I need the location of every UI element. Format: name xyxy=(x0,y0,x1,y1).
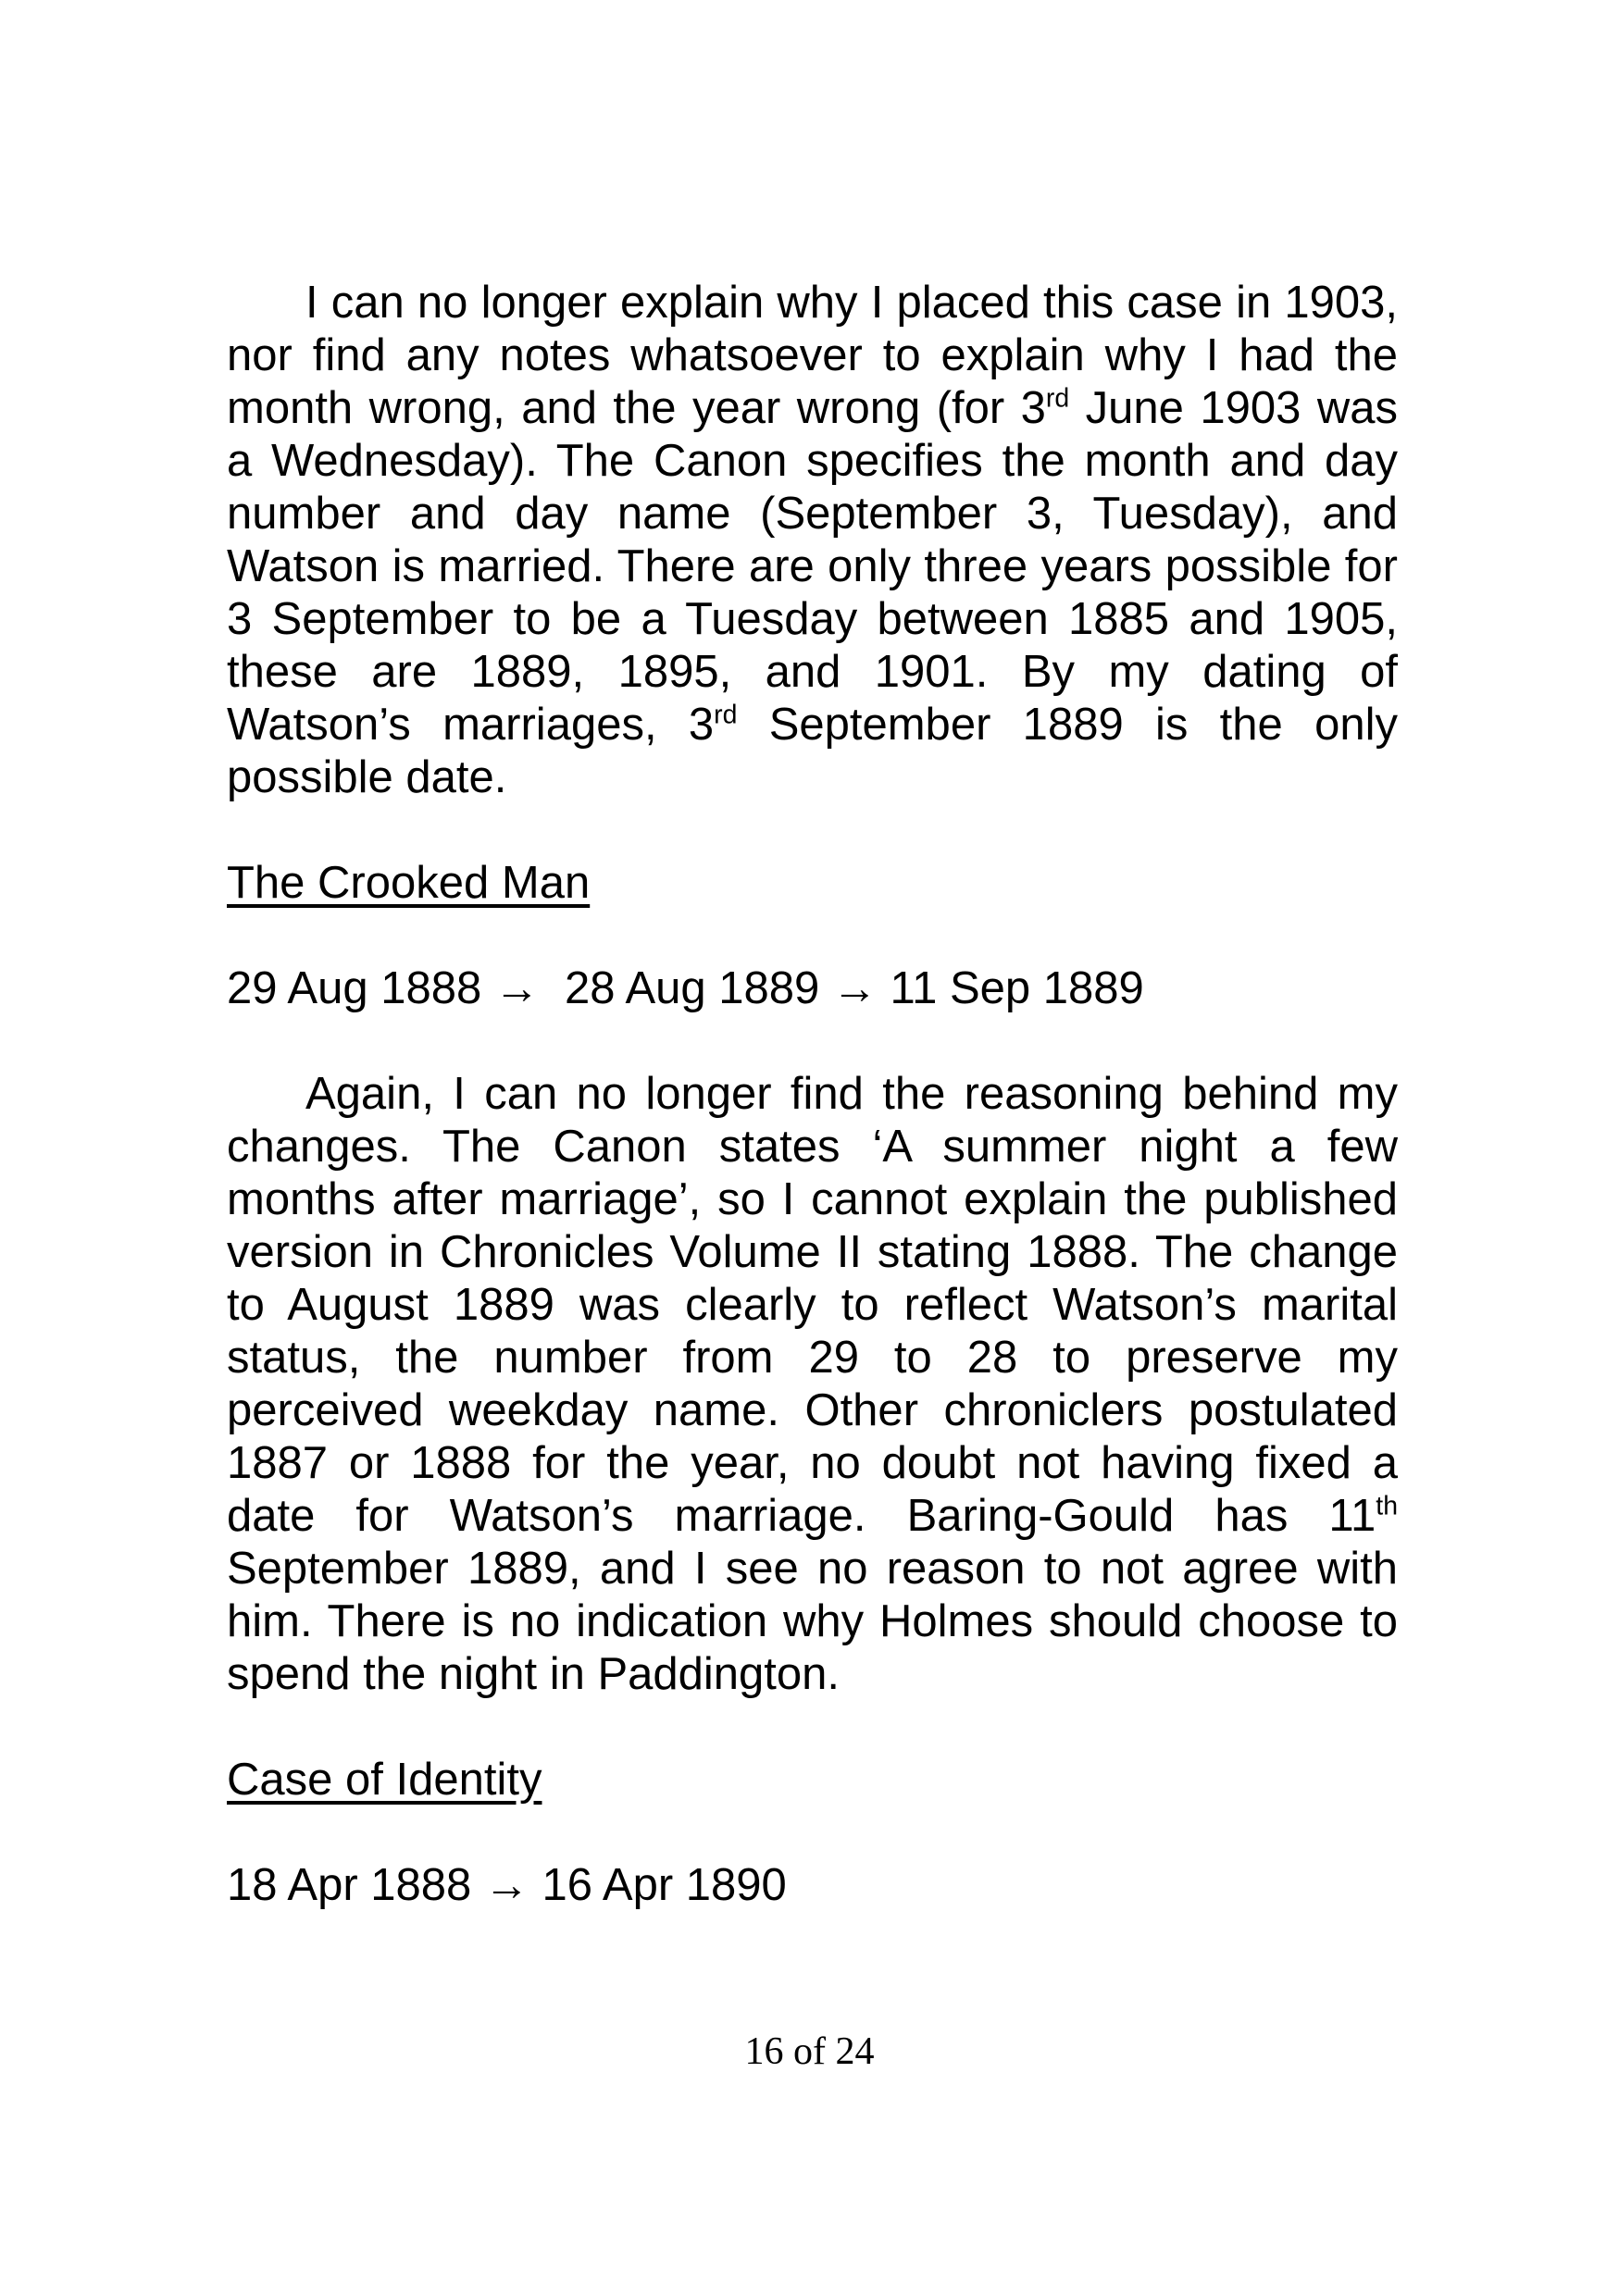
page-number: 16 of 24 xyxy=(744,2030,875,2073)
paragraph-case-dating-1903 xyxy=(227,277,1398,804)
paragraph-crooked-man-discussion xyxy=(227,1068,1398,1701)
superscript-ordinal: rd xyxy=(714,700,738,730)
text-segment: Again, I can no longer find the reasoning behind my changes. The Canon states ‘A summer night a few months after marriage’, so I cannot explain the published version in Chronicles Volume II stating 1888. The change to August 1889 was clearly to reflect Watson’s marital status, the number from 29 to 28 to preserve my perceived weekday name. Other chroniclers postulated 1887 or 1888 for the year, no doubt not having fixed a date for Watson’s marriage. Baring-Gould has 11 xyxy=(227,1069,1398,1541)
superscript-ordinal: th xyxy=(1376,1491,1398,1521)
heading-case-of-identity: Case of Identity xyxy=(227,1755,542,1805)
text-segment: I can no longer explain why I placed this case in 1903, nor find any notes whatsoever to explain why I had the month wrong, and the year wrong (for 3 xyxy=(227,278,1398,433)
dateline-case-of-identity: 18 Apr 1888 → 16 Apr 1890 xyxy=(227,1860,787,1910)
text-segment: September 1889, and I see no reason to not agree with him. There is no indication why Holmes should choose to spend the night in Paddington. xyxy=(227,1544,1398,1699)
dateline-crooked-man: 29 Aug 1888 → 28 Aug 1889 → 11 Sep 1889 xyxy=(227,963,1144,1013)
heading-the-crooked-man: The Crooked Man xyxy=(227,858,591,908)
text-segment: September 1889 is the only possible date. xyxy=(227,700,1398,802)
text-segment: June 1903 was a Wednesday). The Canon specifies the month and day number and day name (September 3, Tuesday), and Watson is married. There are only three years possible for 3 September to be a Tuesday between 1885 and 1905, these are 1889, 1895, and 1901. By my dating of Watson’s marriages, 3 xyxy=(227,383,1398,750)
superscript-ordinal: rd xyxy=(1045,383,1070,414)
